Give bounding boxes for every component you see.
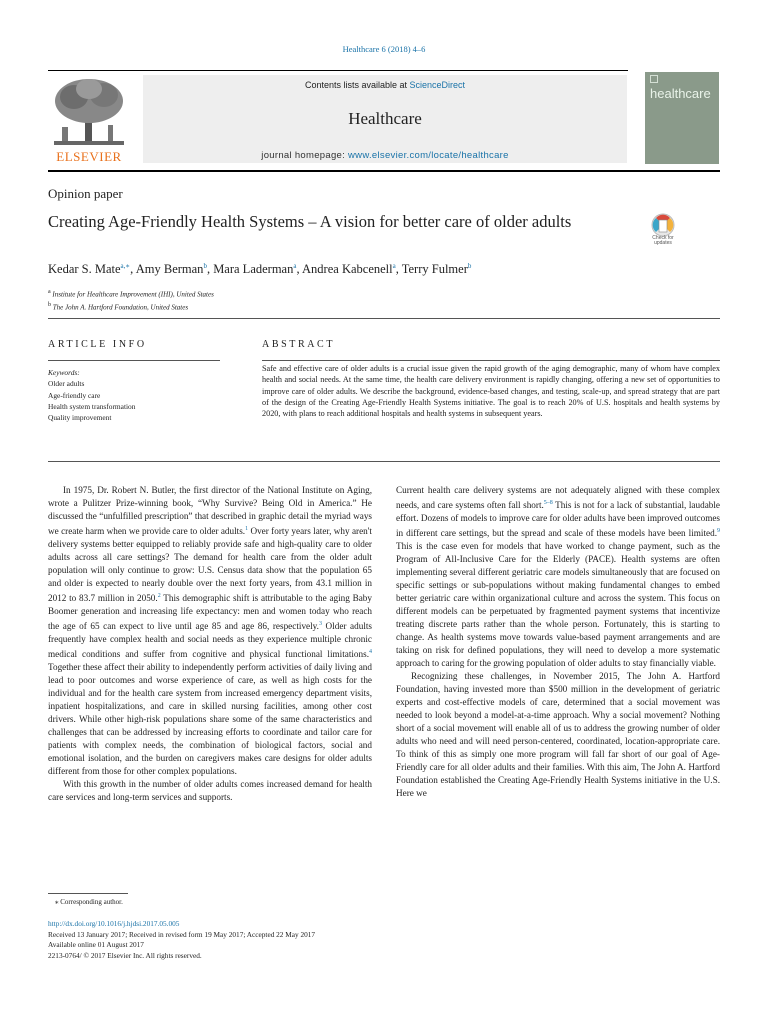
author-name: Mara Laderman [213, 262, 294, 277]
reference-link[interactable]: 3 [318, 621, 322, 628]
reference-link[interactable]: 5–8 [543, 500, 553, 506]
author-sup[interactable]: a [392, 262, 396, 270]
article-type: Opinion paper [48, 186, 123, 201]
cover-mark-icon [650, 75, 658, 83]
top-divider [48, 70, 628, 71]
contents-line [143, 80, 627, 90]
keyword-item: Older adults [48, 379, 85, 389]
article-info-heading: ARTICLE INFO [48, 339, 147, 350]
copyright: 2213-0764/ © 2017 Elsevier Inc. All rights reserved. [48, 950, 202, 960]
online-date: Available online 01 August 2017 [48, 940, 144, 949]
crossmark-button[interactable] [645, 213, 681, 253]
body-text: Over forty years later, why aren't delivery systems better equipped to reliably provide safe and high-quality care to older adults across all care settings? The demand for health care from the older adult population will only continue to grow: U.S. Census data show that the population 65 and older is expected to nearly double over the next forty years, from 43.1 million in 2012 to 83.7 million in 2050. [48, 526, 372, 604]
header-divider [48, 170, 720, 172]
body-paragraph: With this growth in the number of older adults comes increased demand for health care services and long-term services and supports. [48, 779, 372, 803]
affiliation-sup: a [48, 289, 51, 295]
body-column-left [48, 484, 372, 880]
author-sup[interactable]: b [203, 262, 207, 270]
affiliation-text: The John A. Hartford Foundation, United States [52, 303, 189, 312]
reference-link[interactable]: 9 [717, 528, 720, 535]
reference-link[interactable]: 4 [369, 649, 372, 656]
author[interactable] [302, 262, 396, 276]
doi-link[interactable]: http://dx.doi.org/10.1016/j.hjdsi.2017.05.005 [48, 919, 180, 928]
abstract-heading: ABSTRACT [262, 339, 336, 350]
affiliation [48, 287, 214, 300]
journal-name: Healthcare [348, 109, 422, 128]
body-paragraph: Recognizing these challenges, in November 2015, The John A. Hartford Foundation, having invested more than $500 million in the development of geriatric experts and cost-effective models of care, determined that a social movement was needed to look beyond a model-at-a-time approach. Why a social movement? Nothing short of a social movement will enable all of us to address the growing number of older adults who need and will need person-centered, coordinated, location-appropriate care. To think of this as simply one more program will fall far short of our goal of Age-Friendly care for all older adults and their families. With this aim, The John A. Hartford Foundation established the Creating Age-Friendly Health Systems initiative in the U.S. Here we [396, 671, 720, 799]
article-info-divider [48, 360, 220, 361]
reference-link[interactable]: 1 [245, 526, 249, 532]
author-sup[interactable]: a,∗ [120, 262, 131, 270]
footnote-divider [48, 893, 128, 894]
crossmark-icon [645, 213, 681, 237]
body-paragraph [396, 484, 720, 670]
author-sup[interactable]: b [467, 262, 472, 270]
elsevier-logo[interactable] [48, 75, 130, 165]
affiliation [48, 300, 214, 313]
author[interactable] [213, 262, 296, 276]
abstract-text: Safe and effective care of older adults is a crucial issue given the rapid growth of the aging demographic, many of whom have complex health and social needs. At the same time, the health care delivery environment is rapidly changing, offering a new set of opportunities to improve care of older adults. We describe the background, evidence-based changes, and testing, scale-up, and spread strategy that are part of the design of the Creating Age-Friendly Health Systems initiative. The goal is to reach 20% of U.S. hospitals and health systems by 2020, with plans to reach additional hospitals and health systems in subsequent years. [262, 364, 720, 419]
affiliations [48, 287, 214, 314]
author-name: Terry Fulmer [401, 262, 468, 277]
abstract-divider [262, 360, 720, 361]
body-paragraph [48, 484, 372, 778]
reference-link[interactable]: 2 [157, 593, 161, 600]
author-list: Kedar S. Mate$^{a,∗}$, Amy Berman$^b$, Mara Laderman$^a$, Andrea Kabcenell$^a$, Terry Fulmer$^b$ [48, 262, 472, 277]
body-divider [48, 461, 720, 462]
body-text: This demographic shift is attributable to the aging Baby Boomer generation and increasing life expectancy: men and women today who reach the age of 65 can expect to live until age 85 and age 86, respectively. [48, 593, 372, 632]
keyword-item: Quality improvement [48, 413, 112, 423]
author[interactable] [402, 262, 472, 276]
corresponding-author-footnote: ⁎ Corresponding author. [55, 898, 123, 906]
homepage-line [143, 150, 627, 161]
keywords-heading: Keywords: [48, 368, 80, 377]
article-title: Creating Age-Friendly Health Systems – A vision for better care of older adults [48, 212, 572, 231]
author[interactable] [136, 262, 207, 276]
author[interactable] [48, 262, 130, 276]
contents-prefix: Contents lists available at [304, 80, 410, 90]
body-text: This is the case even for models that have worked to change payment, such as the Program of All-Inclusive Care for the Elderly (PACE). Health systems are often implementing several different geriatric care models simultaneously that are focused on specific settings or sub-populations without making fundamental changes to embed better geriatric care within organizational culture and across the system. This focus on different models can be perpetuated by fragmented payment systems that incentivize treating discrete parts rather than the whole person. Fortunately, this is starting to change. As health systems move towards value-based payment arrangements and are taking on risk for defined populations, they will need to develop a more systematic approach to caring for the growing population of older adults to stay financially viable. [396, 541, 720, 669]
cover-brand: healthcare [650, 86, 711, 101]
author-name: Kedar S. Mate [48, 262, 121, 277]
body-text: In 1975, Dr. Robert N. Butler, the first director of the National Institute on Aging, wrote a Pulitzer Prize-winning book, “Why Survive? Being Old in America.” He discussed the “unfulfilled prescription” that described in graphic detail the myriad ways we create harm when we provide care to older adults. [48, 485, 372, 537]
body-text: Older adults frequently have complex health and social needs as they experience multiple chronic medical conditions and suffer from cognitive and physical functional limitations. [48, 621, 372, 660]
affiliation-text: Institute for Healthcare Improvement (IHI), United States [52, 290, 214, 299]
section-divider [48, 318, 720, 319]
body-column-right [396, 484, 720, 880]
homepage-prefix: journal homepage: [261, 150, 349, 161]
author-name: Amy Berman [135, 262, 204, 277]
keyword-item: Health system transformation [48, 401, 136, 411]
body-text: Current health care delivery systems are not adequately aligned with these complex needs, and care systems often fall short. [396, 485, 720, 511]
journal-cover-thumbnail[interactable] [645, 72, 719, 164]
keyword-item: Age-friendly care [48, 390, 101, 400]
received-dates: Received 13 January 2017; Received in revised form 19 May 2017; Accepted 22 May 2017 [48, 929, 316, 939]
author-sup[interactable]: a [293, 262, 297, 270]
body-text: Together these affect their ability to independently perform activities of daily living and lead to poor outcomes and worse experience of care, as well as high costs for the individual and for the health care system from increased emergency department visits, inpatient hospitalizations, and care in skilled nursing facilities, among other cost drivers. While other high-risk populations share some of the same characteristics and challenges that can be addressed by increasing efforts to coordinate and tailor care for patients with complex needs, the combination of biological factors, social and emotional isolation, and the burden on caregivers makes care designs for older adults different from those for other complex populations. [48, 662, 372, 777]
affiliation-sup: b [48, 302, 51, 309]
crossmark-label: Check for updates [652, 235, 674, 246]
article-footer [48, 919, 315, 961]
homepage-link[interactable]: www.elsevier.com/locate/healthcare [348, 150, 509, 161]
keywords-block [48, 367, 135, 423]
tree-icon [48, 75, 130, 151]
author-name: Andrea Kabcenell [302, 262, 393, 277]
publisher-name: ELSEVIER [56, 149, 122, 164]
journal-masthead [143, 75, 627, 163]
journal-citation[interactable]: Healthcare 6 (2018) 4–6 [342, 44, 426, 54]
sciencedirect-link[interactable]: ScienceDirect [409, 80, 466, 90]
body-text: This is not for a lack of substantial, laudable effort. Dozens of models to improve care for older adults have been improved outcomes in different care settings, but the spread and scale of these models have been limited. [396, 500, 720, 539]
